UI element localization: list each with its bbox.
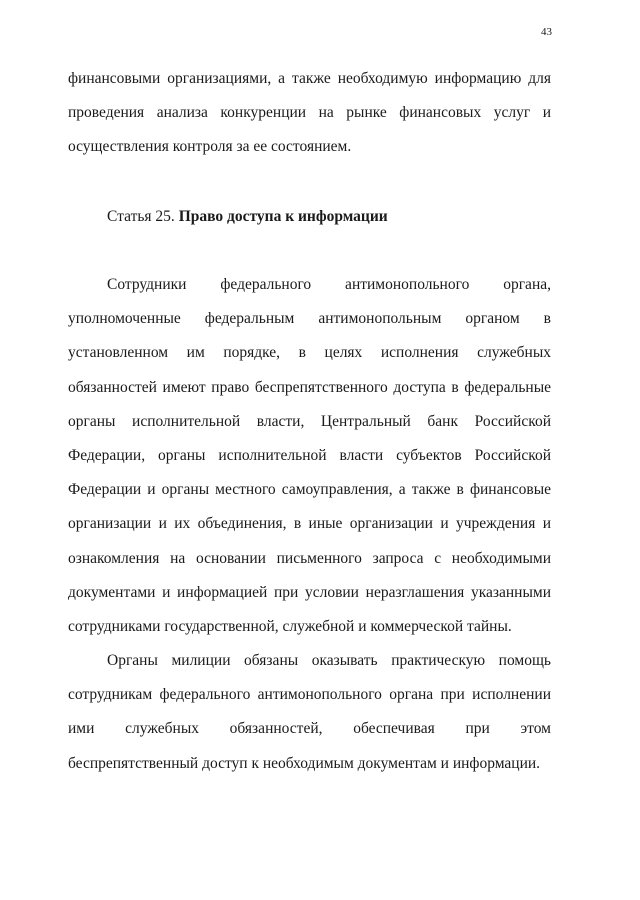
- text-line: Органы милиции обязаны оказывать практическую помощь: [107, 652, 551, 669]
- text-line: Федерации, органы исполнительной власти субъектов Российской: [68, 446, 551, 464]
- page-number: 43: [541, 26, 552, 38]
- text-line: документами и информацией при условии неразглашения указанными: [68, 583, 551, 601]
- text-line: Сотрудники федерального антимонопольного органа,: [107, 276, 551, 293]
- text-line: ознакомления на основании письменного запроса с необходимыми: [68, 549, 551, 567]
- text-line: обязанностей имеют право беспрепятственного доступа в федеральные: [68, 378, 551, 396]
- text-line: органы исполнительной власти, Центральный банк Российской: [68, 412, 551, 430]
- article-heading: [107, 200, 388, 234]
- text-line: осуществления контроля за ее состоянием.: [68, 138, 352, 156]
- text-line: установленном им порядке, в целях исполнения служебных: [68, 344, 551, 362]
- paragraph-access-rights: [68, 268, 551, 644]
- article-number: Статья 25.: [107, 208, 175, 225]
- text-line: финансовыми организациями, а также необходимую информацию для: [68, 70, 551, 87]
- intro-paragraph: [68, 62, 551, 165]
- text-line: сотрудниками государственной, служебной и коммерческой тайны.: [68, 617, 512, 635]
- text-line: проведения анализа конкуренции на рынке финансовых услуг и: [68, 104, 551, 122]
- text-line: уполномоченные федеральным антимонопольным органом в: [68, 310, 551, 328]
- text-line: ими служебных обязанностей, обеспечивая при этом: [68, 720, 551, 738]
- text-line: сотрудникам федерального антимонопольного органа при исполнении: [68, 686, 551, 704]
- text-line: беспрепятственный доступ к необходимым документам и информации.: [68, 754, 541, 772]
- article-title: Право доступа к информации: [178, 208, 388, 225]
- paragraph-police-assistance: [68, 644, 551, 781]
- text-line: организации и их объединения, в иные организации и учреждения и: [68, 515, 551, 533]
- text-line: Федерации и органы местного самоуправления, а также в финансовые: [68, 481, 551, 499]
